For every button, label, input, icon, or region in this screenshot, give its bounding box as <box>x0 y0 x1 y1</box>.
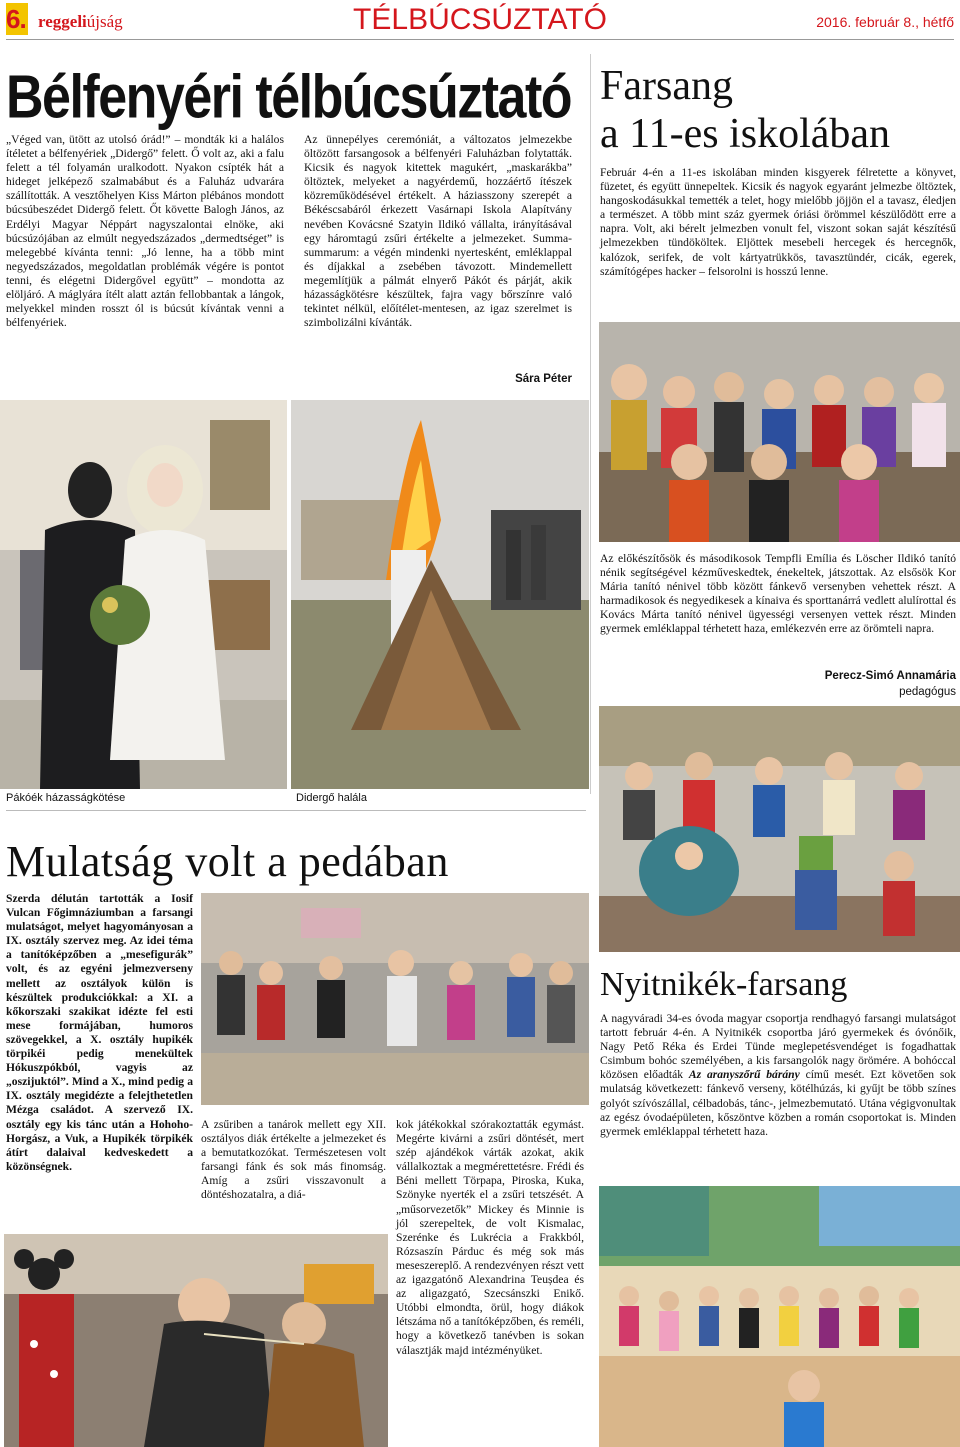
photo-wedding <box>0 400 287 789</box>
photo-pedaban-game <box>4 1234 388 1447</box>
section-rule <box>6 810 586 811</box>
farsang11-author-role: pedagógus <box>899 686 956 698</box>
mulatsag-col3: kok játékokkal szórakoztatták egymást. Megérte kivárni a zsűri döntését, mert szép ajándékok várták azokat, akik vállalkoztak a megmérettetésre. Frédi és Béni mellett Törpapa, Piroska, Kuka, Szönyke nyerték el a zsűri tetszését. A „műsorvezetők” Mickey és Minnie is jól szerepeltek, de volt Kismalac, Szerénke és Lukrécia a Frakkból, Rózsaszín Párduc és még sok más meseszereplő. A rendezvényen részt vett az igazgatónő Alexandrina Teușdea és az aligazgató, Szecsánszki Enikő. Utóbbi elmondta, örül, hogy diákok létszáma nő a tanítóképzőben, és reméli, hogy a következő tanévben is sokan választják majd intézményüket. <box>396 1118 584 1357</box>
brand-ujsag: újság <box>86 12 123 31</box>
nyitnikek-body-part1: A nagyváradi 34-es óvoda magyar csoportja rendhagyó farsangi mulatságot tartott február 4-én. A Nyitnikék csoportba járó gyermekek és óvónőik, Nagy Pető Réka és Erdei Tünde meglepetésvendéget is fogadhattak Csimbum bohóc személyében, a kis farsangolók nagy örömére. A bohóccal közösen előadták <box>600 1012 956 1082</box>
section-title: TÉLBÚCSÚZTATÓ <box>353 3 607 36</box>
farsang11-title-line1: Farsang <box>600 63 733 109</box>
farsang11-body2: Az előkészítősök és másodikosok Tempfli Emília és Löscher Ildikó tanító nénik segítségével kézműveskedtek, énekeltek, játszottak. Az elsősök Kor Mária tanító nénivel több között fánkevő versenyben vehettek részt. A harmadikosok és negyedikesek a kínaiva és sporttanárrá vedlett alulírottal és Kovács Márta tanító nénivel ügyességi versenyen vettek részt. Minden gyermek emléklappal térhetett haza, emlékezvén erre az örömteli napra. <box>600 552 956 636</box>
page-number: 6. <box>6 4 26 34</box>
column-divider <box>590 54 591 794</box>
photo-bonfire <box>291 400 589 789</box>
nyitnikek-body-italic: Az aranyszőrű bárány <box>688 1068 800 1082</box>
caption-bonfire: Didergő halála <box>296 792 367 804</box>
farsang11-title <box>600 62 956 158</box>
caption-wedding: Pákóék házasságkötése <box>6 792 126 804</box>
belfenyer-author: Sára Péter <box>515 373 572 385</box>
mulatsag-col1: Szerda délután tartották a Iosif Vulcan Főgimnáziumban a farsangi mulatságot, melyet hagyományosan a IX. osztály szervez meg. Az idei téma a tanítóképzőben a „mesefigurák” volt, és az egyéni jelmezverseny mellett az osztályok külön is készültek produkciókkal: a XI. a kőkorszaki szakikat idézte fel esti mese formájában, humoros szövegekkel, a X. osztály hupikék törpikéi pedig menekültek Hókuszpókból, vagyis az „oszijuktól”. Mind a X., mind pedig a IX. osztály megidézte a felejthetetlen Mézga családot. A szervező IX. osztály egy kis tánc után a Hohoho-Horgász, a Vuk, a Hupikék törpikék átírt dalaival kedveskedett a közönségnek. <box>6 892 193 1173</box>
farsang11-title-line2: a 11-es iskolában <box>600 111 891 157</box>
issue-date: 2016. február 8., hétfő <box>816 14 954 30</box>
belfenyer-col2: Az ünnepélyes ceremóniát, a változatos jelmezekbe öltözött farsangosok a bélfenyéri Faluházban folytatták. Kicsik és nagyok kitettek magukért, „maskarákba” öltöztek, melyeket a nagyérdemű, hozzáértő ítészek közreműködésével értékelt. A háziasszony szerepét a Békéscsabáról érkezett Vasárnapi Iskola Alapítvány nevében Kovácsné Szatyin Ildikó vállalta, irányításával egy háromtagú zsűri értékelte a jelmezeket. Summa-summarum: a végén mindenki nyertesként, emléklappal és díjakkal a zsebében távozott. Mindemellett megemlítjük a pálmát elnyerő Pákót és párját, akik házasságkötésre készültek, fajra vagy bőrszínre való tekintet nélkül, előítélet-mentesen, az igaz szerelmet is szimbolizálni kívánták. <box>304 133 572 330</box>
nyitnikek-body <box>600 1012 956 1139</box>
photo-pedaban-dance <box>201 893 589 1105</box>
farsang11-body1: Február 4-én a 11-es iskolában minden kisgyerek félretette a könyvet, füzetet, és együtt ünnepeltek. Kicsik és nagyok egyaránt jelmezbe öltöztek, hangoskodásukkal temették a telet, hogy mielőbb jöjjön el a tavasz, éledjen a természet. A több mint száz gyermek óriási örömmel készülődött erre a napra. Volt, aki bérelt jelmezben vonult fel, viszont sokan saját készítésű jelmezekben tündököltek. Eljöttek mesebeli hercegek és hercegnők, kalózok, serifek, de volt kártyatrükkös, tavasztündér, cicák, egerek, számítógépes hacker – felsorolni is hosszú lenne. <box>600 166 956 278</box>
mulatsag-title: Mulatság volt a pedában <box>6 837 449 886</box>
photo-kindergarten <box>599 1186 960 1447</box>
belfenyer-title: Bélfenyéri télbúcsúztató <box>6 63 572 132</box>
brand-reggeli: reggeli <box>38 12 87 31</box>
header-rule <box>6 39 954 40</box>
photo-school-costumes-2 <box>599 706 960 952</box>
mulatsag-col2: A zsűriben a tanárok mellett egy XII. osztályos diák értékelte a jelmezeket és a bemutatkozókat. Természetesen volt farsangi fánk és sok más finomság. Amíg a zsűri visszavonult a döntéshozatalra, a diá- <box>201 1118 386 1202</box>
nyitnikek-title: Nyitnikék-farsang <box>600 966 848 1003</box>
photo-school-costumes-1 <box>599 322 960 542</box>
farsang11-author: Perecz-Simó Annamária <box>824 670 956 682</box>
nyitnikek-body-part2: című mesét. Ezt követően sok mulatság következett: fánkevő verseny, kötélhúzás, ki gyűjt be több színes golyót szívószállal, célbadobás, tánc-, jelmezbemutató. Utána végigvonultak az egész óvodaépületen, kőszöntve közben a román csoportokat is. Minden gyermek emléklappal térhetett haza. <box>600 1068 956 1138</box>
belfenyer-col1: „Véged van, ütött az utolsó órád!” – mondták ki a halálos ítéletet a bélfenyériek „Didergő” felett. Ő volt az, aki a falu felett a tél folyamán uralkodott. Nyakon csípték hát a hideget jelképező szalmabábut és a Faluház udvarára szállították. A vesztőhelyen Kiss Márton plébános mondott búcsúbeszédet Didergő felett. Őt követte Balogh János, az Erdélyi Magyar Néppárt nagyszalontai elnöke, aki búcsúzójában az elmúlt negyedszázados „dermedtséget” is melegebbé kívánta tenni: „Jó lenne, ha a több mint negyedszázados, megoldatlan problémák végére is pontot tenni, és elégetni Didergővel együtt” – mondotta az elöljáró. A máglyára ítélt alatt aztán fellobbantak a lángok, melyekkel minden rosszt ól is búcsút kívántak venni a bélfenyériek. <box>6 133 284 330</box>
page-header <box>0 0 960 40</box>
